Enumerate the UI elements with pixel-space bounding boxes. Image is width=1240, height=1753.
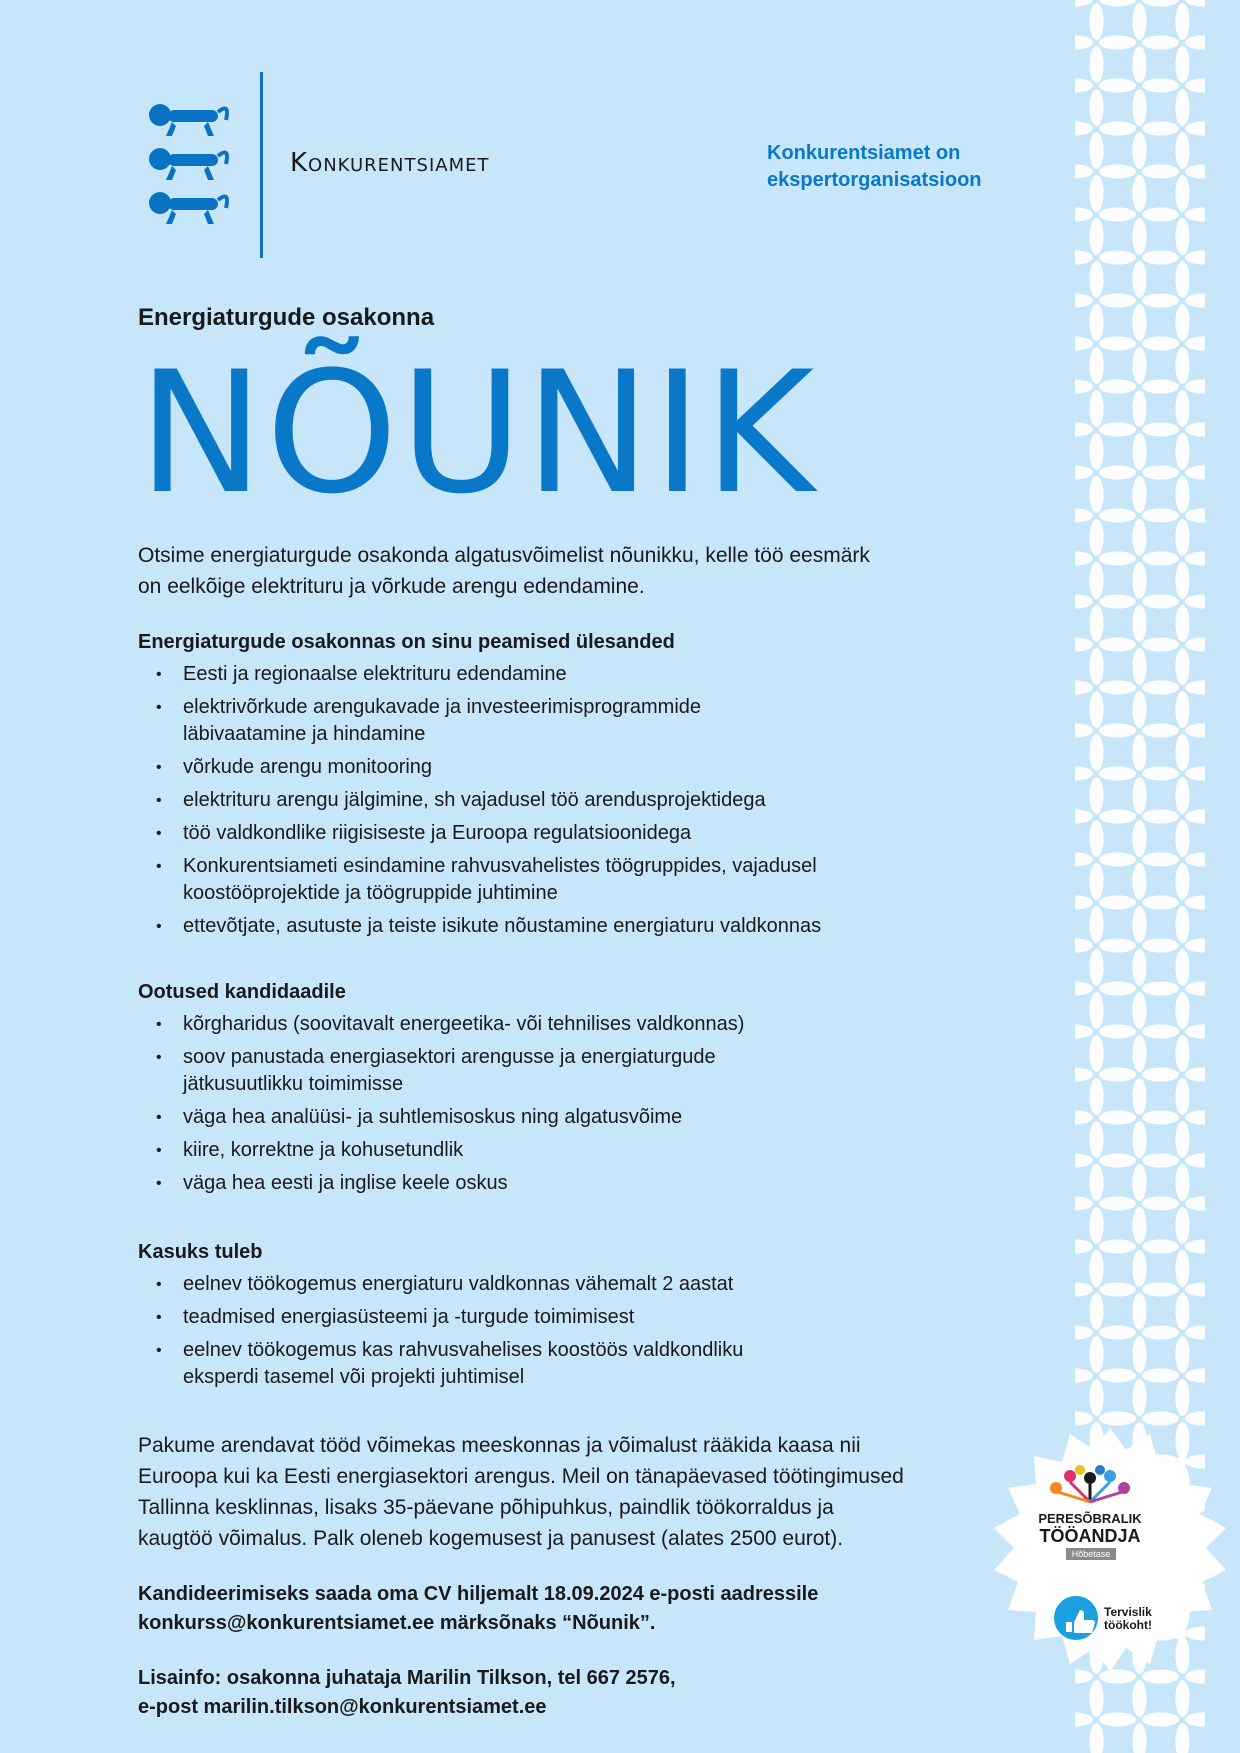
advantages-heading: Kasuks tuleb	[138, 1241, 263, 1263]
tagline-line: ekspertorganisatsioon	[767, 169, 982, 191]
position-title: NÕUNIK	[138, 335, 817, 531]
health-badge-line1: Tervislik	[1104, 1605, 1152, 1619]
intro-paragraph	[138, 540, 1018, 602]
offer-line: kaugtöö võimalus. Palk oleneb kogemusest ja panusest (alates 2500 eurot).	[138, 1527, 844, 1550]
expectations-heading: Ootused kandidaadile	[138, 981, 346, 1003]
intro-line: on eelkõige elektrituru ja võrkude arengu edendamine.	[138, 575, 645, 598]
apply-email-line[interactable]: konkurss@konkurentsiamet.ee märksõnaks “Nõunik”.	[138, 1612, 656, 1634]
konkurentsiamet-logo	[138, 72, 558, 258]
list-item: • Konkurentsiameti esindamine rahvusvahelistes töögruppides, vajadusel koostööprojektide ja töögruppide juhtimine	[138, 853, 1018, 907]
list-item: • soov panustada energiasektori arengusse ja energiaturgude jätkusuutlikku toimimisse	[138, 1044, 1018, 1098]
application-instructions	[138, 1580, 818, 1638]
contact-info	[138, 1664, 676, 1722]
list-item: • kõrgharidus (soovitavalt energeetika- või tehnilises valdkonnas)	[138, 1011, 1018, 1038]
health-badge-line2: töökoht!	[1104, 1618, 1152, 1632]
org-name: Konkurentsiamet	[290, 148, 490, 178]
list-item: • teadmised energiasüsteemi ja -turgude toimimisest	[138, 1304, 1018, 1331]
offer-line: Tallinna kesklinnas, lisaks 35-päevane põhipuhkus, paindlik töökorraldus ja	[138, 1496, 834, 1519]
intro-line: Otsime energiaturgude osakonda algatusvõimelist nõunikku, kelle töö eesmärk	[138, 544, 870, 567]
advantages-section	[138, 1237, 1018, 1397]
tagline-line: Konkurentsiamet on	[767, 142, 961, 164]
list-item: • Eesti ja regionaalse elektrituru edendamine	[138, 661, 1018, 688]
list-item: • eelnev töökogemus kas rahvusvahelises koostöös valdkondliku eksperdi tasemel või projekti juhtimisel	[138, 1337, 1018, 1391]
list-item: • väga hea eesti ja inglise keele oskus	[138, 1170, 1018, 1197]
tagline	[767, 140, 1027, 194]
list-item: • eelnev töökogemus energiaturu valdkonnas vähemalt 2 aastat	[138, 1271, 1018, 1298]
offer-paragraph	[138, 1430, 1018, 1554]
offer-line: Euroopa kui ka Eesti energiasektori arengus. Meil on tänapäevased töötingimused	[138, 1465, 904, 1488]
expectations-list	[138, 1011, 1018, 1197]
advantages-list	[138, 1271, 1018, 1391]
contact-phone-line: Lisainfo: osakonna juhataja Marilin Tilkson, tel 667 2576,	[138, 1667, 676, 1689]
list-item: • kiire, korrektne ja kohusetundlik	[138, 1137, 1018, 1164]
list-item: • väga hea analüüsi- ja suhtlemisoskus ning algatusvõime	[138, 1104, 1018, 1131]
logo-divider	[260, 72, 263, 258]
employer-badge	[980, 1422, 1240, 1682]
family-badge-level: Hõbetase	[1066, 1548, 1116, 1560]
list-item: • võrkude arengu monitooring	[138, 754, 1018, 781]
duties-heading: Energiaturgude osakonnas on sinu peamised ülesanded	[138, 631, 675, 653]
family-badge-line1: PERESÕBRALIK	[1038, 1511, 1142, 1526]
list-item: • elektrivõrkude arengukavade ja investeerimisprogrammide läbivaatamine ja hindamine	[138, 694, 1018, 748]
apply-line: Kandideerimiseks saada oma CV hiljemalt 18.09.2024 e-posti aadressile	[138, 1583, 819, 1605]
duties-section	[138, 627, 1018, 946]
list-item: • elektrituru arengu jälgimine, sh vajadusel töö arendusprojektidega	[138, 787, 1018, 814]
offer-line: Pakume arendavat tööd võimekas meeskonnas ja võimalust rääkida kaasa nii	[138, 1434, 861, 1457]
list-item: • töö valdkondlike riigisiseste ja Euroopa regulatsioonidega	[138, 820, 1018, 847]
expectations-section	[138, 977, 1018, 1203]
contact-email-line[interactable]: e-post marilin.tilkson@konkurentsiamet.ee	[138, 1696, 547, 1718]
health-badge-text	[1104, 1606, 1184, 1632]
department-heading: Energiaturgude osakonna	[138, 304, 435, 331]
family-badge-line2: TÖÖANDJA	[1039, 1526, 1141, 1546]
three-lions-coat-of-arms-icon	[138, 100, 232, 228]
list-item: • ettevõtjate, asutuste ja teiste isikute nõustamine energiaturu valdkonnas	[138, 913, 1018, 940]
duties-list	[138, 661, 1018, 940]
